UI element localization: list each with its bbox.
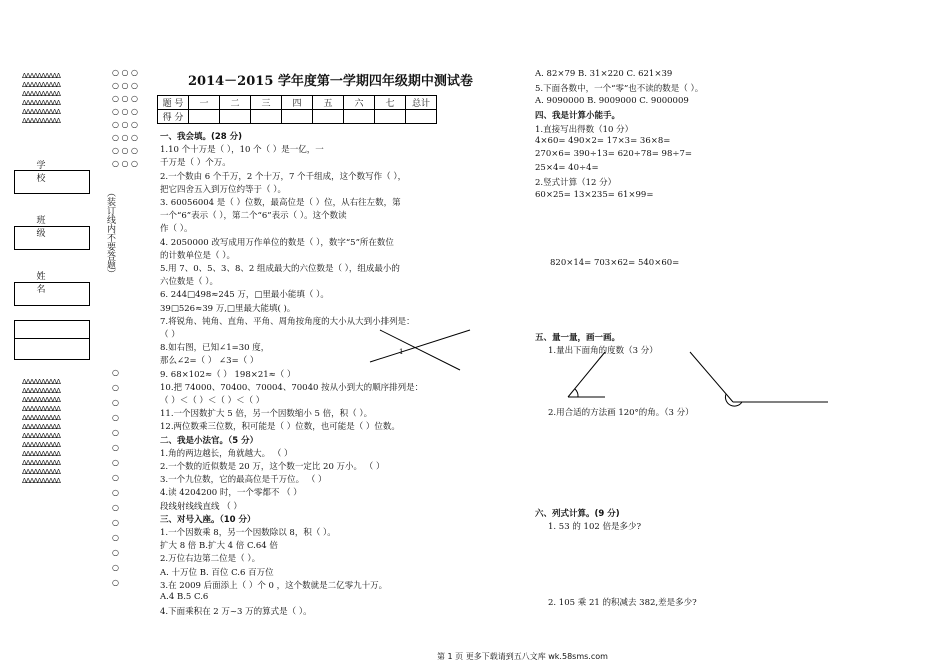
question-line: 一个“6”表示（ ），第二个“6”表示（ ）。这个数读 — [160, 211, 347, 222]
score-table-header-cell: 五 — [313, 96, 344, 110]
extra-box — [14, 320, 90, 360]
question-line: 2.一个数由 6 个千万，2 个十万，7 个千组成，这个数写作（ ）， — [160, 171, 407, 182]
question-line: 4.读 4204200 时，一个零都不 （ ） — [160, 488, 302, 499]
question-line: 5.下面各数中，一个“零”也不读的数是（ ）。 — [535, 84, 704, 95]
question-line: A.4 B.5 C.6 — [160, 592, 209, 602]
question-line: 三、对号入座。（10 分） — [160, 514, 256, 525]
q5-2: 2.用合适的方法画 120°的角。（3 分） — [548, 408, 694, 418]
angle-1-label: 1 — [399, 348, 404, 356]
score-table — [157, 95, 437, 124]
page-title: 2014－2015 学年度第一学期四年级期中测试卷 — [188, 74, 473, 89]
school-field[interactable] — [14, 170, 90, 194]
question-line: 1.直接写出得数（10 分） — [535, 124, 634, 135]
score-table-header-row — [158, 96, 437, 110]
score-table-header-cell: 题 号 — [158, 96, 189, 110]
binding-hole: ○ — [112, 533, 119, 542]
binding-hole: ○ — [112, 518, 119, 527]
score-cell[interactable] — [282, 110, 313, 124]
question-line: 270×6= 390÷13= 620÷78= 98÷7= — [535, 149, 693, 160]
question-line: 一、我会填。(28 分) — [160, 132, 243, 142]
question-line: 2.一个数的近似数是 20 万，这个数一定比 20 万小。 （ ） — [160, 462, 385, 472]
q6-1: 1. 53 的 102 倍是多少? — [548, 522, 642, 532]
q6-2: 2. 105 乘 21 的积减去 382,差是多少? — [548, 598, 697, 608]
binding-hole: ○ — [112, 428, 119, 437]
question-line: 7.将锐角、钝角、直角、平角、周角按角度的大小从大到小排列是： — [160, 316, 415, 327]
question-line: 11.一个因数扩大 5 倍，另一个因数缩小 5 倍，积（ ）。 — [160, 409, 373, 420]
binding-hole: ○ ○ ○ — [112, 159, 139, 168]
binding-hole: ○ — [112, 368, 119, 377]
score-table-header-cell: 二 — [220, 96, 251, 110]
binding-hole: ○ ○ ○ — [112, 81, 139, 90]
question-line: 4. 2050000 改写成用万作单位的数是（ ），数字“5”所在数位 — [160, 237, 394, 248]
binding-hole: ○ — [112, 563, 119, 572]
score-table-header-cell: 六 — [344, 96, 375, 110]
question-line: 作（ ）。 — [160, 224, 193, 235]
score-table-header-cell: 四 — [282, 96, 313, 110]
score-cell[interactable] — [406, 110, 437, 124]
question-line: 2.竖式计算（12 分） — [535, 178, 617, 189]
binding-hole: ○ — [112, 503, 119, 512]
score-table-header-cell: 总计 — [406, 96, 437, 110]
question-line: 四、我是计算小能手。 — [535, 111, 621, 122]
school-label: 学 校 — [36, 161, 68, 184]
name-field[interactable] — [14, 282, 90, 306]
binding-hole: ○ — [112, 473, 119, 482]
question-line: 段线射线线直线 （ ） — [160, 501, 242, 512]
binding-hole: ○ — [112, 413, 119, 422]
binding-hole: ○ — [112, 458, 119, 467]
question-line: 3.在 2009 后面添上（ ）个 0 ，这个数就是二亿零九十万。 — [160, 580, 388, 591]
angle-to-measure-2 — [690, 352, 828, 406]
question-line: 扩大 8 倍 B.扩大 4 倍 C.64 倍 — [160, 541, 278, 552]
question-line: 5.用 7、0、5、3、8、2 组成最大的六位数是（ ），组成最小的 — [160, 264, 400, 274]
binding-hole: ○ ○ ○ — [112, 133, 139, 142]
question-line: 10.把 74000、70400、70004、70040 按从小到大的顺序排列是： — [160, 382, 424, 393]
score-cell[interactable] — [251, 110, 282, 124]
question-line: 39□526≈39 万,□里最大能填( )。 — [160, 303, 296, 314]
score-table-score-row — [158, 110, 437, 124]
score-cell[interactable] — [344, 110, 375, 124]
question-line: 1.一个因数乘 8，另一个因数除以 8，积（ ）。 — [160, 528, 336, 538]
question-line: （ ） — [160, 330, 180, 340]
question-line: 4.下面乘积在 2 万~3 万的算式是（ ）。 — [160, 607, 312, 618]
binding-hole: ○ ○ ○ — [112, 120, 139, 129]
question-line: 那么∠2=（ ） ∠3=（ ） — [160, 356, 259, 367]
intersecting-lines-figure — [370, 330, 470, 370]
question-line: 3.一个九位数，它的最高位是千万位。 （ ） — [160, 475, 327, 486]
question-line: 60×25= 13×235= 61×99= — [535, 189, 654, 200]
binding-hole: ○ ○ ○ — [112, 68, 139, 77]
class-label: 班 级 — [36, 216, 68, 239]
binding-hole: ○ ○ ○ — [112, 146, 139, 155]
name-label: 姓 名 — [36, 272, 68, 295]
binding-hole: ○ — [112, 548, 119, 557]
question-line: 的计数单位是（ ）。 — [160, 250, 235, 261]
question-line: 2.万位右边第二位是（ ）。 — [160, 554, 261, 565]
question-line: A. 82×79 B. 31×220 C. 621×39 — [535, 69, 673, 79]
binding-hole: ○ — [112, 383, 119, 392]
score-cell[interactable] — [220, 110, 251, 124]
binding-hole: ○ — [112, 443, 119, 452]
page-footer: 第 1 页 更多下载请到五八文库 wk.58sms.com — [437, 652, 608, 661]
score-cell[interactable] — [189, 110, 220, 124]
question-line: 六位数是（ ）。 — [160, 277, 218, 288]
question-line: 二、我是小法官。（5 分） — [160, 435, 259, 446]
q5-1: 1.量出下面角的度数（3 分） — [548, 346, 658, 356]
extra-box-divider — [14, 338, 90, 339]
score-cell[interactable] — [313, 110, 344, 124]
question-line: 4×60= 490×2= 17×3= 36×8= — [535, 136, 671, 146]
score-table-header-cell: 三 — [251, 96, 282, 110]
score-table-header-cell: 一 — [189, 96, 220, 110]
binding-hole: ○ ○ ○ — [112, 94, 139, 103]
class-field[interactable] — [14, 226, 90, 250]
question-line: 6. 244□498≈245 万，□里最小能填（ ）。 — [160, 290, 329, 301]
question-line: A. 十万位 B. 百位 C.6 百万位 — [160, 567, 274, 578]
question-line: 1.10 个十万是（ ），10 个（ ）是一亿，一 — [160, 145, 324, 156]
question-line: 12.两位数乘三位数，积可能是（ ）位数，也可能是（ ）位数。 — [160, 422, 400, 433]
score-row-label: 得 分 — [158, 110, 189, 124]
score-table-header-cell: 七 — [375, 96, 406, 110]
question-line: A. 9090000 B. 9009000 C. 9000009 — [535, 95, 689, 106]
question-line: 1.角的两边越长，角就越大。 （ ） — [160, 448, 293, 459]
section-6-heading: 六、列式计算。(9 分) — [535, 509, 620, 519]
binding-hole: ○ — [112, 578, 119, 587]
question-line: 8.如右图，已知∠1=30 度， — [160, 343, 270, 354]
question-line: （ ）＜（ ）＜（ ）＜（ ） — [160, 396, 265, 406]
calc-row-2: 820×14= 703×62= 540×60= — [550, 258, 680, 268]
angle-to-measure-1 — [568, 352, 605, 397]
score-cell[interactable] — [375, 110, 406, 124]
question-line: 把它四舍五入到万位约等于（ ）。 — [160, 184, 286, 195]
binding-hole: ○ — [112, 398, 119, 407]
question-line: 9. 68×102≈（ ） 198×21≈（ ） — [160, 369, 296, 380]
question-line: 千万是（ ）个万。 — [160, 158, 231, 169]
binding-hole: ○ — [112, 488, 119, 497]
question-line: 3. 60056004 是（ ）位数，最高位是（ ）位，从右往左数，第 — [160, 198, 401, 208]
binding-hole: ○ ○ ○ — [112, 107, 139, 116]
section-5-heading: 五、量一量，画一画。 — [535, 333, 621, 343]
seal-text: （装订线内不要答题） — [105, 188, 115, 278]
question-line: 25×4= 40÷4= — [535, 162, 599, 173]
